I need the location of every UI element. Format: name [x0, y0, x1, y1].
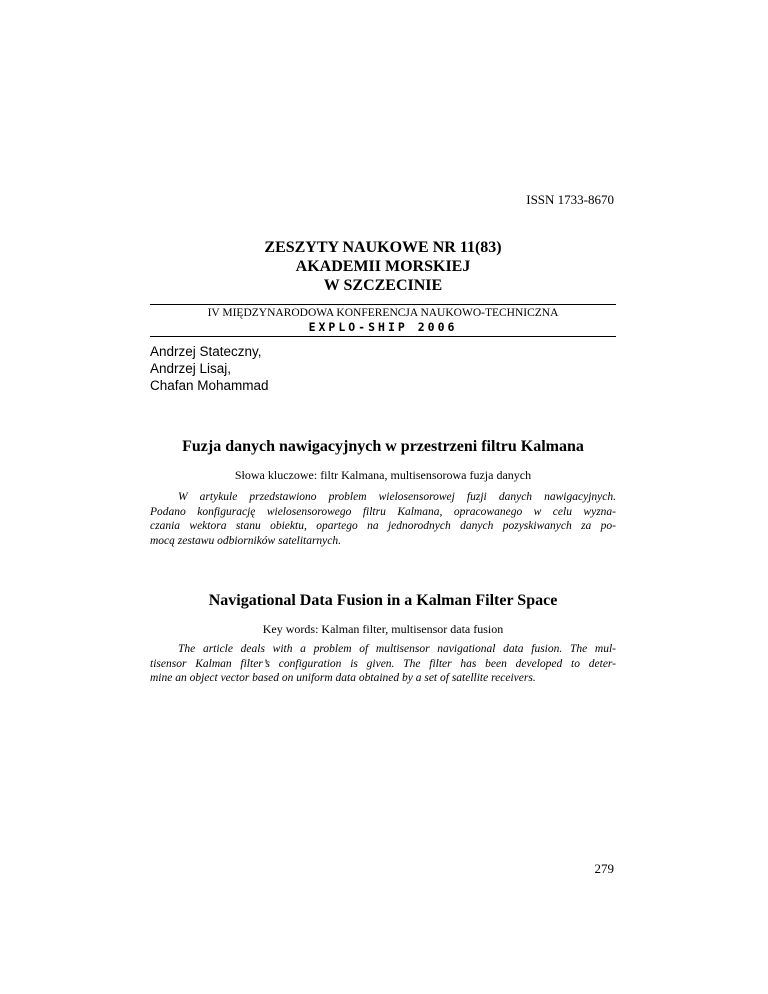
- author-list: [150, 343, 269, 394]
- polish-title: Fuzja danych nawigacyjnych w przestrzeni filtru Kalmana: [182, 438, 584, 455]
- conference-bottom-rule: [150, 336, 616, 337]
- english-keywords: Key words: Kalman filter, multisensor data fusion: [262, 622, 504, 636]
- conference-event: EXPLO-SHIP 2006: [308, 320, 458, 334]
- abstract-line: tisensor Kalman filter’s configuration is given. The filter has been developed to deter-: [150, 657, 616, 670]
- abstract-line: The article deals with a problem of multisensor navigational data fusion. The mul-: [178, 643, 616, 655]
- journal-title-line-1: ZESZYTY NAUKOWE NR 11(83): [264, 239, 502, 256]
- abstract-line: mine an object vector based on uniform data obtained by a set of satellite receivers.: [150, 672, 536, 684]
- journal-header: [150, 238, 616, 295]
- conference-top-rule: [150, 304, 616, 305]
- conference-name: IV MIĘDZYNARODOWA KONFERENCJA NAUKOWO-TECHNICZNA: [207, 307, 559, 319]
- polish-abstract: [150, 490, 616, 548]
- author-name: Andrzej Lisaj,: [150, 361, 232, 376]
- journal-title-line-3: W SZCZECINIE: [323, 277, 443, 294]
- english-abstract: [150, 642, 616, 686]
- polish-keywords: Słowa kluczowe: filtr Kalmana, multisensorowa fuzja danych: [234, 468, 532, 482]
- issn-number: ISSN 1733-8670: [526, 192, 614, 207]
- abstract-line: Podano konfigurację wielosensorowego filtru Kalmana, opracowanego w celu wyzna-: [150, 505, 616, 518]
- english-title: Navigational Data Fusion in a Kalman Filter Space: [208, 592, 558, 609]
- abstract-line: W artykule przedstawiono problem wielosensorowej fuzji danych nawigacyjnych.: [178, 491, 616, 503]
- abstract-line: czania wektora stanu obiektu, opartego na jednorodnych danych pozyskiwanych za po-: [150, 520, 616, 532]
- page-number: 279: [594, 861, 614, 876]
- abstract-line: mocą zestawu odbiorników satelitarnych.: [150, 534, 342, 547]
- journal-title-line-2: AKADEMII MORSKIEJ: [295, 258, 471, 275]
- author-name: Chafan Mohammad: [150, 378, 269, 393]
- author-name: Andrzej Stateczny,: [150, 344, 262, 359]
